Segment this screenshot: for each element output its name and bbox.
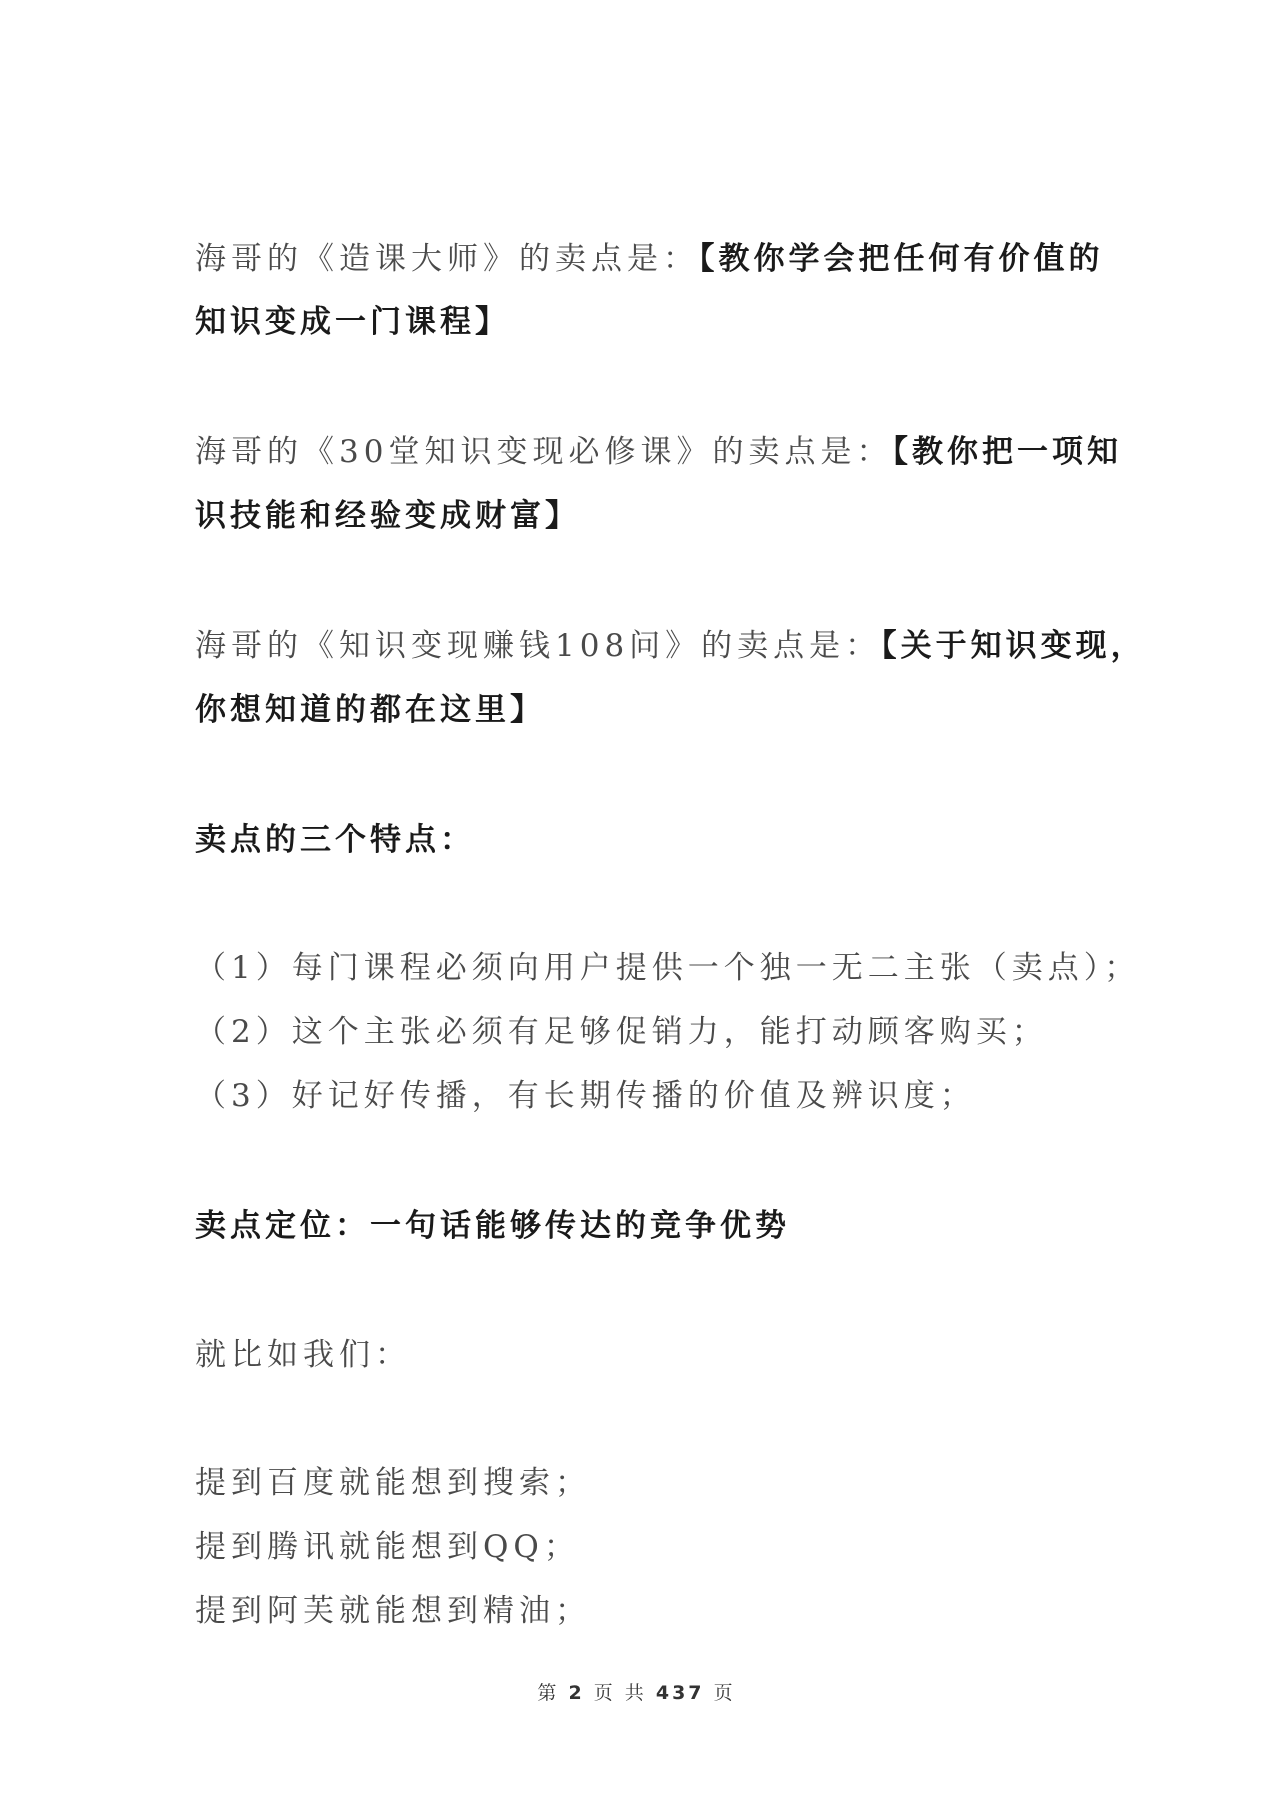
paragraph-1-line-2 [195,302,510,342]
paragraph-3-line-1 [195,626,1146,666]
feature-item-2: （2）这个主张必须有足够促销力，能打动顾客购买； [195,1014,1048,1050]
feature-item-1: （1）每门课程必须向用户提供一个独一无二主张（卖点）； [195,950,1141,986]
paragraph-1-intro: 海哥的《造课大师》的卖点是： [195,241,699,277]
features-heading: 卖点的三个特点： [195,822,475,858]
total-page-count: 437 [655,1682,705,1704]
footer-middle: 页 共 [593,1682,647,1704]
paragraph-2-intro: 海哥的《30堂知识变现必修课》的卖点是： [195,434,893,470]
paragraph-1-line-1 [195,239,1104,279]
paragraph-2-highlight-cont: 识技能和经验变成财富】 [195,498,580,534]
paragraph-3-highlight: 【关于知识变现， [881,628,1146,664]
paragraph-2-line-1 [195,432,1122,472]
paragraph-1-highlight-cont: 知识变成一门课程】 [195,304,510,340]
paragraph-3-highlight-cont: 你想知道的都在这里】 [195,692,545,728]
footer-prefix: 第 [537,1682,560,1704]
paragraph-1-highlight: 【教你学会把任何有价值的 [699,241,1104,277]
paragraph-3-intro: 海哥的《知识变现赚钱108问》的卖点是： [195,628,882,664]
paragraph-2-line-2 [195,496,580,536]
example-item-1: 提到百度就能想到搜索； [195,1465,591,1501]
positioning-heading: 卖点定位：一句话能够传达的竞争优势 [195,1208,790,1244]
example-item-3: 提到阿芙就能想到精油； [195,1593,591,1629]
example-intro: 就比如我们： [195,1337,411,1373]
feature-item-3: （3）好记好传播，有长期传播的价值及辨识度； [195,1078,976,1114]
paragraph-3-line-2 [195,690,545,730]
example-item-2: 提到腾讯就能想到QQ； [195,1529,580,1565]
current-page-number: 2 [568,1682,585,1704]
page-footer [0,1678,1273,1705]
footer-suffix: 页 [713,1682,736,1704]
paragraph-2-highlight: 【教你把一项知 [892,434,1122,470]
